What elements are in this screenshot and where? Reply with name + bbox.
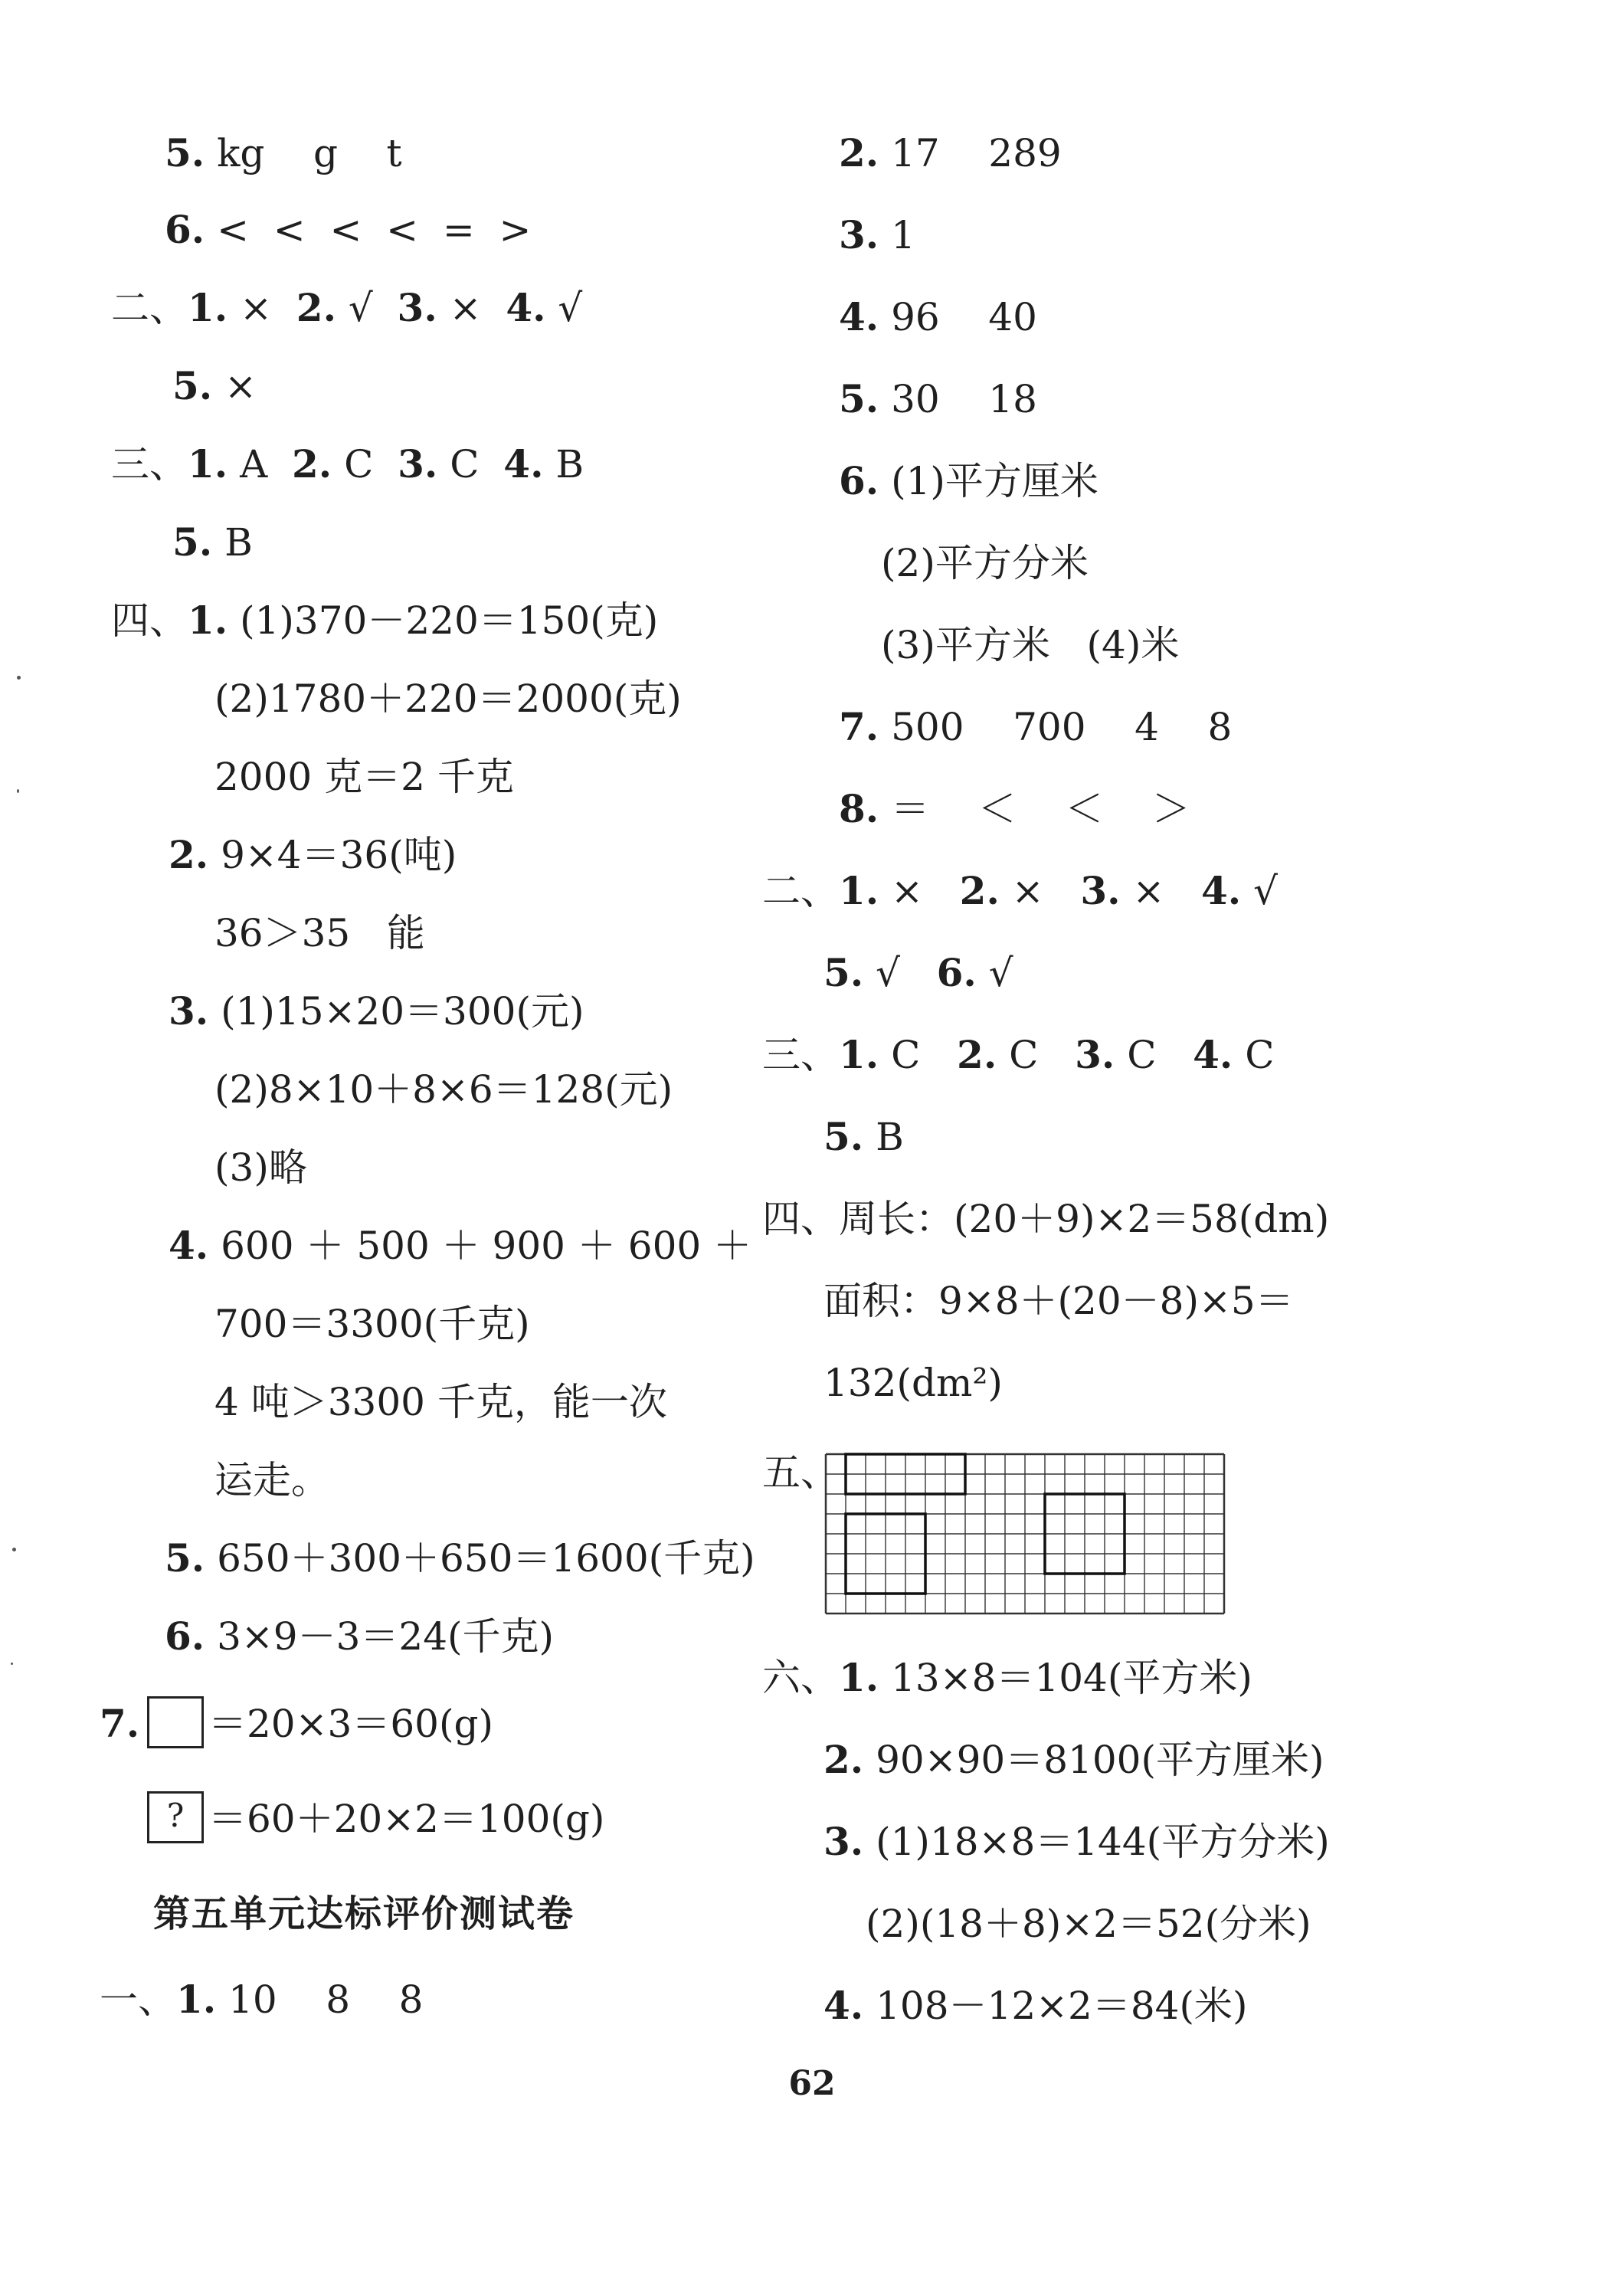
scan-speck <box>17 676 21 680</box>
box-line-1-text: ＝60＋20×2＝100(g) <box>208 1797 605 1841</box>
left-line-4: 三、1. A 2. C 3. C 4. B <box>111 441 584 487</box>
right-line-12: 5. B <box>823 1114 904 1159</box>
right-line-5: (2)平方分米 <box>881 541 1089 585</box>
right-bottom-2: 3. (1)18×8＝144(平方分米) <box>823 1819 1330 1864</box>
left-last-line: 一、1. 10 8 8 <box>100 1977 424 2022</box>
left-line-12: (2)8×10＋8×6＝128(元) <box>214 1067 673 1112</box>
square-grid <box>823 1452 1229 1617</box>
left-line-15: 700＝3300(千克) <box>214 1302 530 1346</box>
right-line-11: 三、1. C 2. C 3. C 4. C <box>762 1032 1275 1077</box>
scan-speck <box>11 1663 13 1665</box>
right-line-1: 3. 1 <box>839 212 915 257</box>
right-bottom-3: (2)(18＋8)×2＝52(分米) <box>866 1902 1311 1946</box>
right-line-7: 7. 500 700 4 8 <box>839 704 1233 749</box>
right-line-13: 四、周长：(20＋9)×2＝58(dm) <box>762 1197 1330 1241</box>
left-line-9: 2. 9×4＝36(吨) <box>169 832 457 877</box>
blank-box <box>147 1696 204 1748</box>
scan-speck <box>12 1548 16 1551</box>
left-line-19: 6. 3×9－3＝24(千克) <box>165 1614 555 1659</box>
right-line-15: 132(dm²) <box>823 1361 1003 1405</box>
left-line-0: 5. kg g t <box>165 130 402 175</box>
box-line-0-num: 7. <box>100 1701 140 1746</box>
left-line-11: 3. (1)15×20＝300(元) <box>169 988 584 1034</box>
right-line-0: 2. 17 289 <box>839 130 1062 175</box>
right-bottom-1: 2. 90×90＝8100(平方厘米) <box>823 1737 1324 1782</box>
left-line-8: 2000 克＝2 千克 <box>214 755 514 799</box>
right-line-3: 5. 30 18 <box>839 376 1037 421</box>
left-line-7: (2)1780＋220＝2000(克) <box>214 677 682 721</box>
box-line-0-text: ＝20×3＝60(g) <box>208 1702 493 1746</box>
right-line-9: 二、1. × 2. × 3. × 4. √ <box>762 868 1278 913</box>
section-heading: 第五单元达标评价测试卷 <box>153 1892 575 1935</box>
left-line-1: 6. < < < < = > <box>165 207 532 252</box>
left-line-17: 运走。 <box>214 1458 329 1502</box>
right-line-8: 8. ＝ ＜ ＜ ＞ <box>839 786 1190 831</box>
right-line-4: 6. (1)平方厘米 <box>839 458 1098 503</box>
right-line-14: 面积：9×8＋(20－8)×5＝ <box>823 1279 1294 1323</box>
left-line-16: 4 吨＞3300 千克，能一次 <box>214 1380 667 1424</box>
scan-speck <box>17 789 19 793</box>
left-line-3: 5. × <box>172 363 257 408</box>
question-box: ? <box>147 1791 204 1843</box>
page-number: 62 <box>788 2064 836 2103</box>
right-line-6: (3)平方米 (4)米 <box>881 623 1180 667</box>
left-line-2: 二、1. × 2. √ 3. × 4. √ <box>111 285 583 330</box>
left-line-13: (3)略 <box>214 1145 307 1190</box>
left-line-18: 5. 650＋300＋650＝1600(千克) <box>165 1535 755 1581</box>
left-line-14: 4. 600 ＋ 500 ＋ 900 ＋ 600 ＋ <box>169 1223 752 1268</box>
left-line-10: 36＞35 能 <box>214 911 425 955</box>
right-line-2: 4. 96 40 <box>839 294 1037 339</box>
right-line-10: 5. √ 6. √ <box>823 950 1013 995</box>
right-bottom-0: 六、1. 13×8＝104(平方米) <box>762 1655 1252 1700</box>
right-bottom-4: 4. 108－12×2＝84(米) <box>823 1983 1248 2028</box>
grid-label: 五、 <box>762 1450 839 1495</box>
left-line-5: 5. B <box>172 519 253 565</box>
left-line-6: 四、1. (1)370－220＝150(克) <box>111 598 659 643</box>
